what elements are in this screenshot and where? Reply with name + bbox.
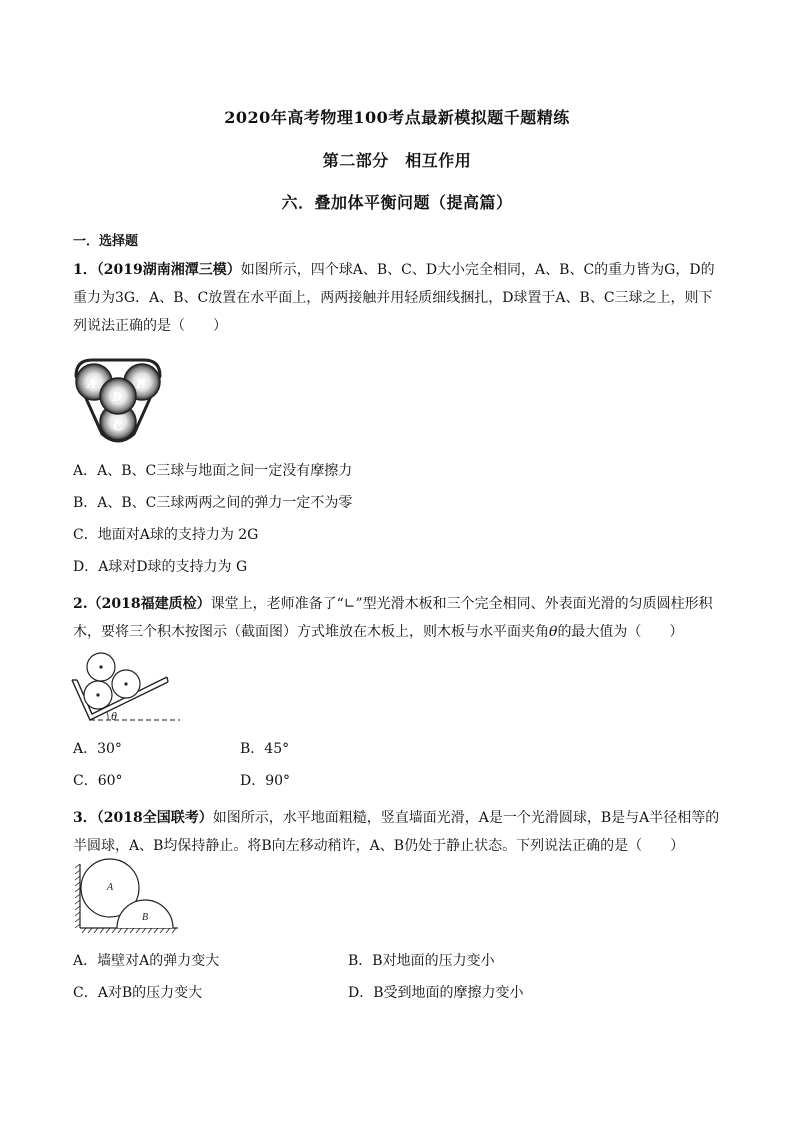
question-number: 1． — [73, 262, 97, 278]
q2-option-b: B．45° — [240, 741, 290, 757]
ball-label-b: B — [136, 377, 146, 392]
chapter-title: 六．叠加体平衡问题（提高篇） — [281, 193, 513, 212]
ball-label-a: A — [87, 377, 97, 392]
four-balls-figure — [72, 356, 172, 446]
question-source: （2019湖南湘潭三模） — [96, 262, 241, 278]
doc-title: 2020年高考物理100考点最新模拟题千题精练 — [224, 108, 570, 127]
q3-option-a: A．墙壁对A的弹力变大 — [73, 953, 220, 969]
q1-option-d: D．A球对D球的支持力为 G — [73, 559, 248, 575]
q1-option-a: A．A、B、C三球与地面之间一定没有摩擦力 — [73, 463, 353, 479]
question-text: 课堂上，老师准备了 — [210, 596, 337, 612]
theta-symbol: θ — [549, 624, 558, 640]
sphere-label-b: B — [142, 912, 149, 923]
quoted-shape: “∟” — [336, 596, 363, 612]
question-2 — [73, 590, 723, 646]
question-number: 2. — [73, 596, 88, 612]
q1-option-b: B．A、B、C三球两两之间的弹力一定不为零 — [73, 495, 353, 511]
question-text: 如图所示，水平地面粗糙，竖直墙面光滑，A是一个光滑圆球，B是与A半径相等的半圆球，A、B均保持静止。将B向左移动稍许，A、B仍处于静止状态。下列说法正确的是（ ） — [73, 810, 720, 854]
wall-spheres-figure — [74, 862, 184, 942]
theta-label: θ — [111, 709, 117, 723]
q2-option-d: D．90° — [240, 773, 291, 789]
ball-label-d: D — [112, 390, 123, 405]
sphere-label-a: A — [107, 882, 114, 893]
question-text-end: 的最大值为（ ） — [557, 624, 684, 640]
question-source: （2018福建质检） — [87, 596, 211, 612]
q1-option-c: C．地面对A球的支持力为 2G — [73, 527, 259, 543]
q3-option-c: C．A对B的压力变大 — [73, 985, 203, 1001]
ball-label-c: C — [113, 419, 123, 434]
question-text: 如图所示，四个球A、B、C、D大小完全相同，A、B、C的重力皆为G，D的重力为3G．A、B、C放置在水平面上，两两接触并用轻质细线捆扎，D球置于A、B、C三球之上，则下列说法正确的是（ ） — [73, 262, 715, 334]
question-number: 3． — [73, 810, 97, 826]
q2-option-c: C．60° — [73, 773, 123, 789]
q3-option-d: D．B受到地面的摩擦力变小 — [348, 985, 524, 1001]
question-3 — [73, 804, 723, 860]
q2-option-a: A．30° — [73, 741, 122, 757]
question-1 — [73, 256, 723, 340]
q3-option-b: B．B对地面的压力变小 — [348, 953, 495, 969]
question-text-cont: 型光滑木板和三个完全相同、外表面光滑的匀质圆柱形积木，要将三个积木按图示（截面图）方式堆放在木板上，则木板与水平面夹角 — [73, 596, 713, 640]
part-title: 第二部分 相互作用 — [322, 151, 472, 170]
section-heading: 一．选择题 — [73, 234, 139, 249]
question-source: （2018全国联考） — [96, 810, 213, 826]
incline-cylinders-figure — [70, 648, 190, 728]
